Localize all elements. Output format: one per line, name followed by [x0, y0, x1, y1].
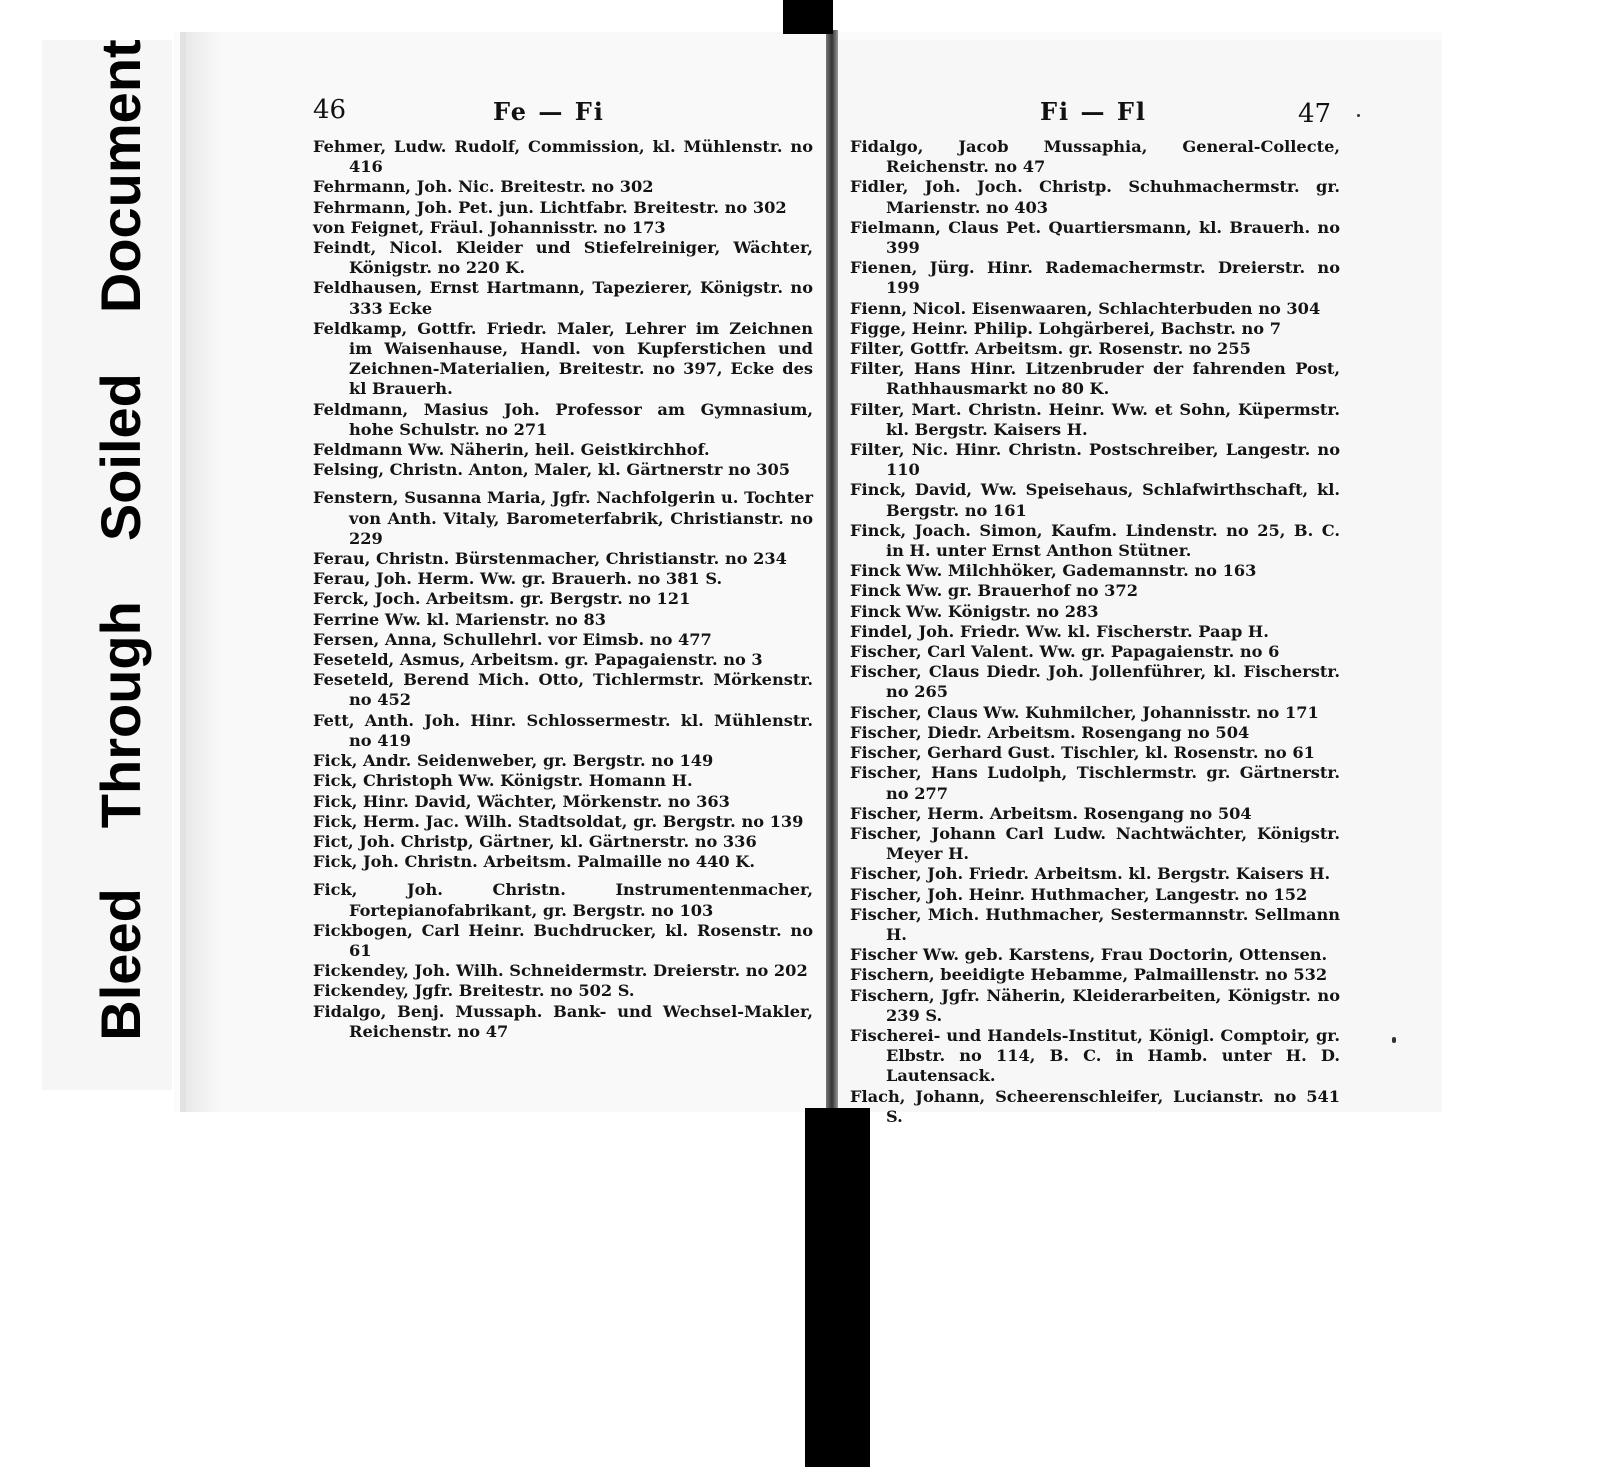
directory-entry: Feseteld, Berend Mich. Otto, Tichlermstr. Mörkenstr. no 452 — [313, 670, 813, 710]
directory-entry: Fickbogen, Carl Heinr. Buchdrucker, kl. Rosenstr. no 61 — [313, 920, 813, 960]
directory-entry: Finck Ww. Königstr. no 283 — [850, 601, 1099, 621]
directory-entry: Fick, Joh. Christn. Arbeitsm. Palmaille no 440 K. — [313, 852, 755, 872]
directory-entry: Fick, Hinr. David, Wächter, Mörkenstr. no 363 — [313, 791, 730, 811]
directory-entry: Fischer Ww. geb. Karstens, Frau Doctorin, Ottensen. — [850, 945, 1328, 965]
directory-entry: Fidalgo, Benj. Mussaph. Bank- und Wechsel-Makler, Reichenstr. no 47 — [313, 1001, 813, 1041]
clamp-bar-bottom — [805, 1108, 870, 1467]
clamp-bar-top — [783, 0, 833, 34]
right-page-range: Fi — Fl — [1040, 97, 1148, 126]
directory-entry: Fischer, Mich. Huthmacher, Sestermannstr. Sellmann H. — [850, 904, 1340, 944]
directory-entry: Fischer, Johann Carl Ludw. Nachtwächter, Königstr. Meyer H. — [850, 823, 1340, 864]
directory-entry: Fischer, Claus Ww. Kuhmilcher, Johannisstr. no 171 — [850, 702, 1319, 722]
left-page-header — [313, 95, 813, 129]
directory-entry: Fischer, Carl Valent. Ww. gr. Papagaienstr. no 6 — [850, 642, 1280, 662]
directory-entry: Fickendey, Joh. Wilh. Schneidermstr. Dreierstr. no 202 — [313, 961, 808, 981]
directory-entry: von Feignet, Fräul. Johannisstr. no 173 — [313, 217, 666, 237]
directory-entry: Felsing, Christn. Anton, Maler, kl. Gärtnerstr no 305 — [313, 460, 791, 480]
label-word-through: Through — [88, 601, 152, 829]
directory-entry: Fehmer, Ludw. Rudolf, Commission, kl. Mühlenstr. no 416 — [313, 137, 813, 177]
directory-entry: Feldkamp, Gottfr. Friedr. Maler, Lehrer im Zeichnen im Waisenhause, Handl. von Kupferstichen und Zeichnen-Materialien, Breitestr. no 397, Ecke des kl Brauerh. — [313, 318, 813, 399]
directory-entry: Filter, Hans Hinr. Litzenbruder der fahrenden Post, Rathhausmarkt no 80 K. — [850, 359, 1340, 399]
directory-entry: Ferrine Ww. kl. Marienstr. no 83 — [313, 609, 606, 629]
directory-entry: Feseteld, Asmus, Arbeitsm. gr. Papagaienstr. no 3 — [313, 650, 763, 670]
ink-speck — [1392, 1037, 1396, 1043]
directory-entry: Feldhausen, Ernst Hartmann, Tapezierer, Königstr. no 333 Ecke — [313, 278, 813, 318]
directory-entry: Filter, Mart. Christn. Heinr. Ww. et Sohn, Küpermstr. kl. Bergstr. Kaisers H. — [850, 399, 1340, 439]
directory-entry: Feldmann Ww. Näherin, heil. Geistkirchhof. — [313, 440, 710, 460]
directory-entry: Fienen, Jürg. Hinr. Rademachermstr. Dreierstr. no 199 — [850, 258, 1340, 298]
left-page-range: Fe — Fi — [493, 97, 605, 126]
directory-entry: Fehrmann, Joh. Nic. Breitestr. no 302 — [313, 177, 654, 197]
directory-entry: Feindt, Nicol. Kleider und Stiefelreiniger, Wächter, Königstr. no 220 K. — [313, 238, 813, 278]
right-page-header — [850, 95, 1350, 129]
directory-entry: Fischer, Joh. Friedr. Arbeitsm. kl. Bergstr. Kaisers H. — [850, 864, 1331, 884]
directory-entry: Fischern, Jgfr. Näherin, Kleiderarbeiten, Königstr. no 239 S. — [850, 985, 1340, 1025]
right-page-number: 47 — [1298, 99, 1332, 129]
directory-entry: Filter, Gottfr. Arbeitsm. gr. Rosenstr. no 255 — [850, 339, 1251, 359]
directory-entry: Fersen, Anna, Schullehrl. vor Eimsb. no 477 — [313, 629, 712, 649]
directory-entry: Fischer, Claus Diedr. Joh. Jollenführer, kl. Fischerstr. no 265 — [850, 662, 1340, 702]
directory-entry: Finck, Joach. Simon, Kaufm. Lindenstr. no 25, B. C. in H. unter Ernst Anthon Stütner. — [850, 520, 1340, 561]
directory-entry: Fett, Anth. Joh. Hinr. Schlossermestr. kl. Mühlenstr. no 419 — [313, 710, 813, 750]
directory-entry: Fict, Joh. Christp, Gärtner, kl. Gärtnerstr. no 336 — [313, 831, 757, 851]
book-gutter — [826, 30, 838, 1110]
label-word-document: Document — [88, 39, 152, 314]
directory-entry: Fischerei- und Handels-Institut, Königl. Comptoir, gr. Elbstr. no 114, B. C. in Hamb. unter H. D. Lautensack. — [850, 1025, 1340, 1086]
directory-entry: Fidler, Joh. Joch. Christp. Schuhmachermstr. gr. Marienstr. no 403 — [850, 177, 1340, 217]
label-word-bleed: Bleed — [88, 888, 152, 1041]
directory-entry: Fick, Joh. Christn. Instrumentenmacher, Fortepianofabrikant, gr. Bergstr. no 103 — [313, 880, 813, 920]
directory-entry: Fielmann, Claus Pet. Quartiersmann, kl. Brauerh. no 399 — [850, 217, 1340, 258]
left-entry-list — [313, 137, 813, 1042]
directory-entry: Fick, Andr. Seidenweber, gr. Bergstr. no 149 — [313, 751, 714, 771]
directory-entry: Finck Ww. Milchhöker, Gademannstr. no 163 — [850, 561, 1257, 581]
directory-entry: Ferck, Joch. Arbeitsm. gr. Bergstr. no 121 — [313, 589, 691, 609]
right-entry-list — [850, 137, 1340, 1127]
directory-entry: Fischern, beeidigte Hebamme, Palmaillenstr. no 532 — [850, 965, 1328, 985]
directory-entry: Finck, David, Ww. Speisehaus, Schlafwirthschaft, kl. Bergstr. no 161 — [850, 480, 1340, 520]
directory-entry: Filter, Nic. Hinr. Christn. Postschreiber, Langestr. no 110 — [850, 440, 1340, 480]
directory-entry: Fidalgo, Jacob Mussaphia, General-Collecte, Reichenstr. no 47 — [850, 137, 1340, 177]
directory-entry: Figge, Heinr. Philip. Lohgärberei, Bachstr. no 7 — [850, 318, 1281, 338]
directory-entry: Finck Ww. gr. Brauerhof no 372 — [850, 581, 1138, 601]
directory-entry: Feldmann, Masius Joh. Professor am Gymnasium, hohe Schulstr. no 271 — [313, 399, 813, 439]
directory-entry: Fischer, Gerhard Gust. Tischler, kl. Rosenstr. no 61 — [850, 743, 1315, 763]
ink-speck — [1357, 114, 1360, 117]
directory-entry: Ferau, Joh. Herm. Ww. gr. Brauerh. no 381 S. — [313, 569, 723, 589]
degradation-label — [80, 40, 160, 1040]
directory-entry: Fischer, Joh. Heinr. Huthmacher, Langestr. no 152 — [850, 884, 1308, 904]
directory-entry: Fick, Christoph Ww. Königstr. Homann H. — [313, 771, 693, 791]
directory-entry: Fenstern, Susanna Maria, Jgfr. Nachfolgerin u. Tochter von Anth. Vitaly, Barometerfabrik, Christianstr. no 229 — [313, 488, 813, 548]
label-word-soiled: Soiled — [88, 373, 152, 542]
directory-entry: Fischer, Hans Ludolph, Tischlermstr. gr. Gärtnerstr. no 277 — [850, 763, 1340, 803]
directory-entry: Flach, Johann, Scheerenschleifer, Lucianstr. no 541 S. — [850, 1086, 1340, 1126]
directory-entry: Fischer, Diedr. Arbeitsm. Rosengang no 504 — [850, 722, 1250, 742]
directory-entry: Fick, Herm. Jac. Wilh. Stadtsoldat, gr. Bergstr. no 139 — [313, 811, 804, 831]
directory-entry: Fickendey, Jgfr. Breitestr. no 502 S. — [313, 981, 635, 1001]
directory-entry: Ferau, Christn. Bürstenmacher, Christianstr. no 234 — [313, 549, 787, 569]
directory-entry: Fischer, Herm. Arbeitsm. Rosengang no 504 — [850, 803, 1252, 823]
directory-entry: Findel, Joh. Friedr. Ww. kl. Fischerstr. Paap H. — [850, 621, 1269, 641]
directory-entry: Fehrmann, Joh. Pet. jun. Lichtfabr. Breitestr. no 302 — [313, 197, 787, 217]
left-page-number: 46 — [313, 95, 347, 125]
directory-entry: Fienn, Nicol. Eisenwaaren, Schlachterbuden no 304 — [850, 298, 1321, 318]
